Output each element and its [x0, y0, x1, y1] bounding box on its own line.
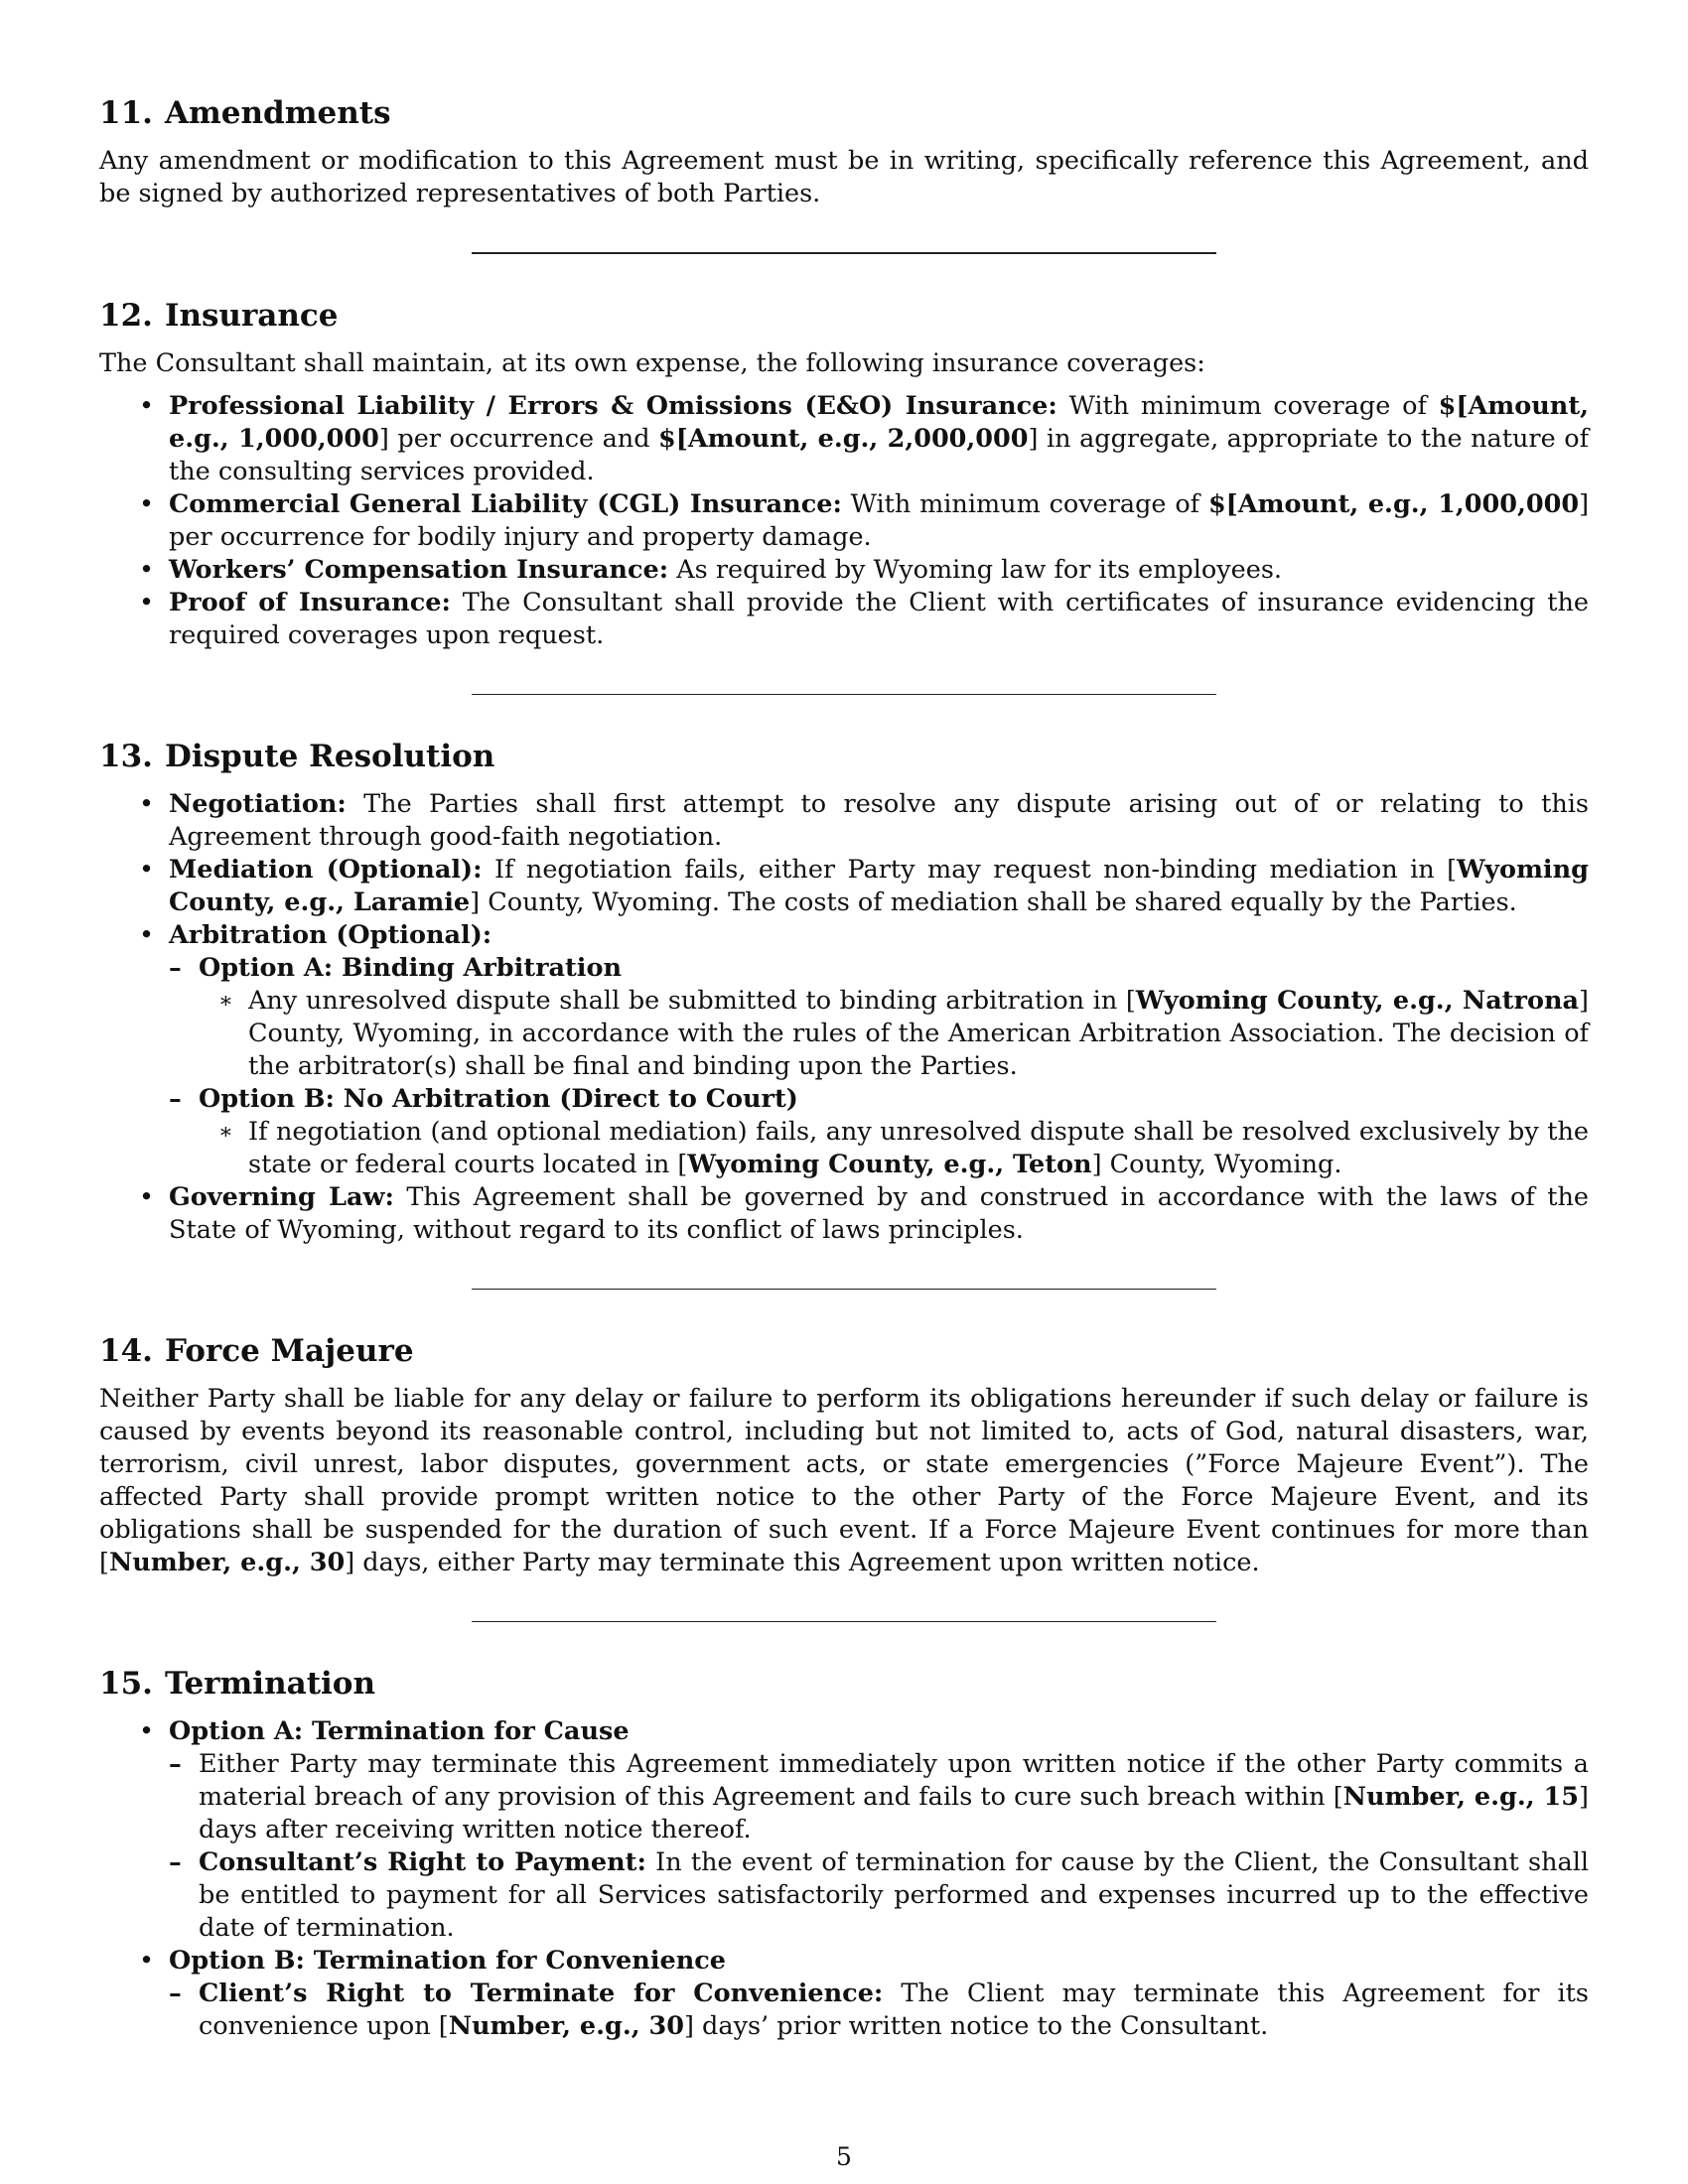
list-item: • Negotiation: The Parties shall first attempt to resolve any dispute arising out of or relating to this Agreement through good-faith negotiation.	[99, 788, 1589, 854]
list-item: – Consultant’s Right to Payment: In the event of termination for cause by the Client, the Consultant shall be entitled to payment for all Services satisfactorily performed and expenses incurred up to the effective date of termination.	[169, 1846, 1589, 1945]
arbitration-options	[169, 952, 1589, 1181]
section-force-majeure	[99, 1329, 1589, 1579]
section-heading: 11. Amendments	[99, 95, 391, 131]
section-heading: 12. Insurance	[99, 298, 339, 334]
list-item: • Governing Law: This Agreement shall be governed by and construed in accordance with the laws of the State of Wyoming, without regard to its conflict of laws principles.	[99, 1181, 1589, 1247]
insurance-intro: The Consultant shall maintain, at its own expense, the following insurance coverages:	[99, 348, 1205, 378]
section-divider	[472, 1621, 1216, 1622]
section-heading: 13. Dispute Resolution	[99, 739, 495, 774]
section-divider	[472, 694, 1216, 695]
amendments-text: Any amendment or modification to this Agreement must be in writing, specifically reference this Agreement, and be signed by authorized representatives of both Parties.	[99, 146, 1589, 208]
option-a-details	[199, 985, 1589, 1083]
section-insurance	[99, 294, 1589, 652]
section-divider	[472, 252, 1216, 254]
force-majeure-text: Neither Party shall be liable for any delay or failure to perform its obligations hereunder if such delay or failure is caused by events beyond its reasonable control, including but not limited to, acts of God, natural disasters, war, terrorism, civil unrest, labor disputes, government acts, or state emergencies (”Force Majeure Event”). The affected Party shall provide prompt written notice to the other Party of the Force Majeure Event, and its obligations shall be suspended for the duration of such event. If a Force Majeure Event continues for more than [Number, e.g., 30] days, either Party may terminate this Agreement upon written notice.	[99, 1384, 1589, 1577]
option-b-details	[169, 1978, 1589, 2043]
list-item: – Client’s Right to Terminate for Convenience: The Client may terminate this Agreement for its convenience upon [Number, e.g., 30] days’ prior written notice to the Consultant.	[169, 1978, 1589, 2043]
list-item: – Either Party may terminate this Agreement immediately upon written notice if the other Party commits a material breach of any provision of this Agreement and fails to cure such breach within [Number, e.g., 15] days after receiving written notice thereof.	[169, 1748, 1589, 1846]
list-item: ∗ Any unresolved dispute shall be submitted to binding arbitration in [Wyoming County, e.g., Natrona] County, Wyoming, in accordance with the rules of the American Arbitration Association. The decision of the arbitrator(s) shall be final and binding upon the Parties.	[199, 985, 1589, 1083]
list-item: • Proof of Insurance: The Consultant shall provide the Client with certificates of insurance evidencing the required coverages upon request.	[99, 587, 1589, 652]
list-item: • Option A: Termination for Cause – Either Party may terminate this Agreement immediately upon written notice if the other Party commits a material breach of any provision of this Agreement and fails to cure such breach within [Number, e.g., 15] days after receiving written notice thereof. – Consultant’s Right to Payment: In the event of termination for cause by the Client, the Consultant shall be entitled to payment for all Services satisfactorily performed and expenses incurred up to the effective date of termination.	[99, 1715, 1589, 1945]
list-item: – Option B: No Arbitration (Direct to Court) ∗ If negotiation (and optional mediation) fails, any unresolved dispute shall be resolved exclusively by the state or federal courts located in [Wyoming County, e.g., Teton] County, Wyoming.	[169, 1083, 1589, 1181]
list-item: ∗ If negotiation (and optional mediation) fails, any unresolved dispute shall be resolved exclusively by the state or federal courts located in [Wyoming County, e.g., Teton] County, Wyoming.	[199, 1116, 1589, 1181]
list-item: – Option A: Binding Arbitration ∗ Any unresolved dispute shall be submitted to binding arbitration in [Wyoming County, e.g., Natrona] County, Wyoming, in accordance with the rules of the American Arbitration Association. The decision of the arbitrator(s) shall be final and binding upon the Parties.	[169, 952, 1589, 1083]
dispute-list	[99, 788, 1589, 1247]
section-dispute-resolution	[99, 735, 1589, 1247]
list-item: • Mediation (Optional): If negotiation fails, either Party may request non-binding mediation in [Wyoming County, e.g., Laramie] County, Wyoming. The costs of mediation shall be shared equally by the Parties.	[99, 854, 1589, 919]
section-divider	[472, 1289, 1216, 1290]
list-item: • Commercial General Liability (CGL) Insurance: With minimum coverage of $[Amount, e.g., 1,000,000] per occurrence for bodily injury and property damage.	[99, 488, 1589, 554]
list-item: • Workers’ Compensation Insurance: As required by Wyoming law for its employees.	[99, 554, 1589, 587]
section-heading: 15. Termination	[99, 1666, 376, 1702]
section-amendments	[99, 91, 1589, 210]
list-item: • Professional Liability / Errors & Omissions (E&O) Insurance: With minimum coverage of $[Amount, e.g., 1,000,000] per occurrence and $[Amount, e.g., 2,000,000] in aggregate, appropriate to the nature of the consulting services provided.	[99, 390, 1589, 488]
section-termination	[99, 1662, 1589, 2043]
list-item: • Option B: Termination for Convenience – Client’s Right to Terminate for Convenience: The Client may terminate this Agreement for its convenience upon [Number, e.g., 30] days’ prior written notice to the Consultant.	[99, 1945, 1589, 2043]
page-number: 5	[836, 2142, 852, 2171]
termination-list	[99, 1715, 1589, 2043]
section-heading: 14. Force Majeure	[99, 1333, 414, 1369]
insurance-list	[99, 390, 1589, 652]
option-b-details	[199, 1116, 1589, 1181]
option-a-details	[169, 1748, 1589, 1945]
list-item: • Arbitration (Optional): – Option A: Binding Arbitration ∗ Any unresolved dispute shall be submitted to binding arbitration in [Wyoming County, e.g., Natrona] County, Wyoming, in accordance with the rules of the American Arbitration Association. The decision of the arbitrator(s) shall be final and binding upon the Parties. – Option B: No Arbitration (Direct to Court) ∗ If negotiation (and optional mediation) fails, any unresolved dispute shall be resolved exclusively by the state or federal courts located in [Wyoming County, e.g., Teton] County, Wyoming.	[99, 919, 1589, 1181]
